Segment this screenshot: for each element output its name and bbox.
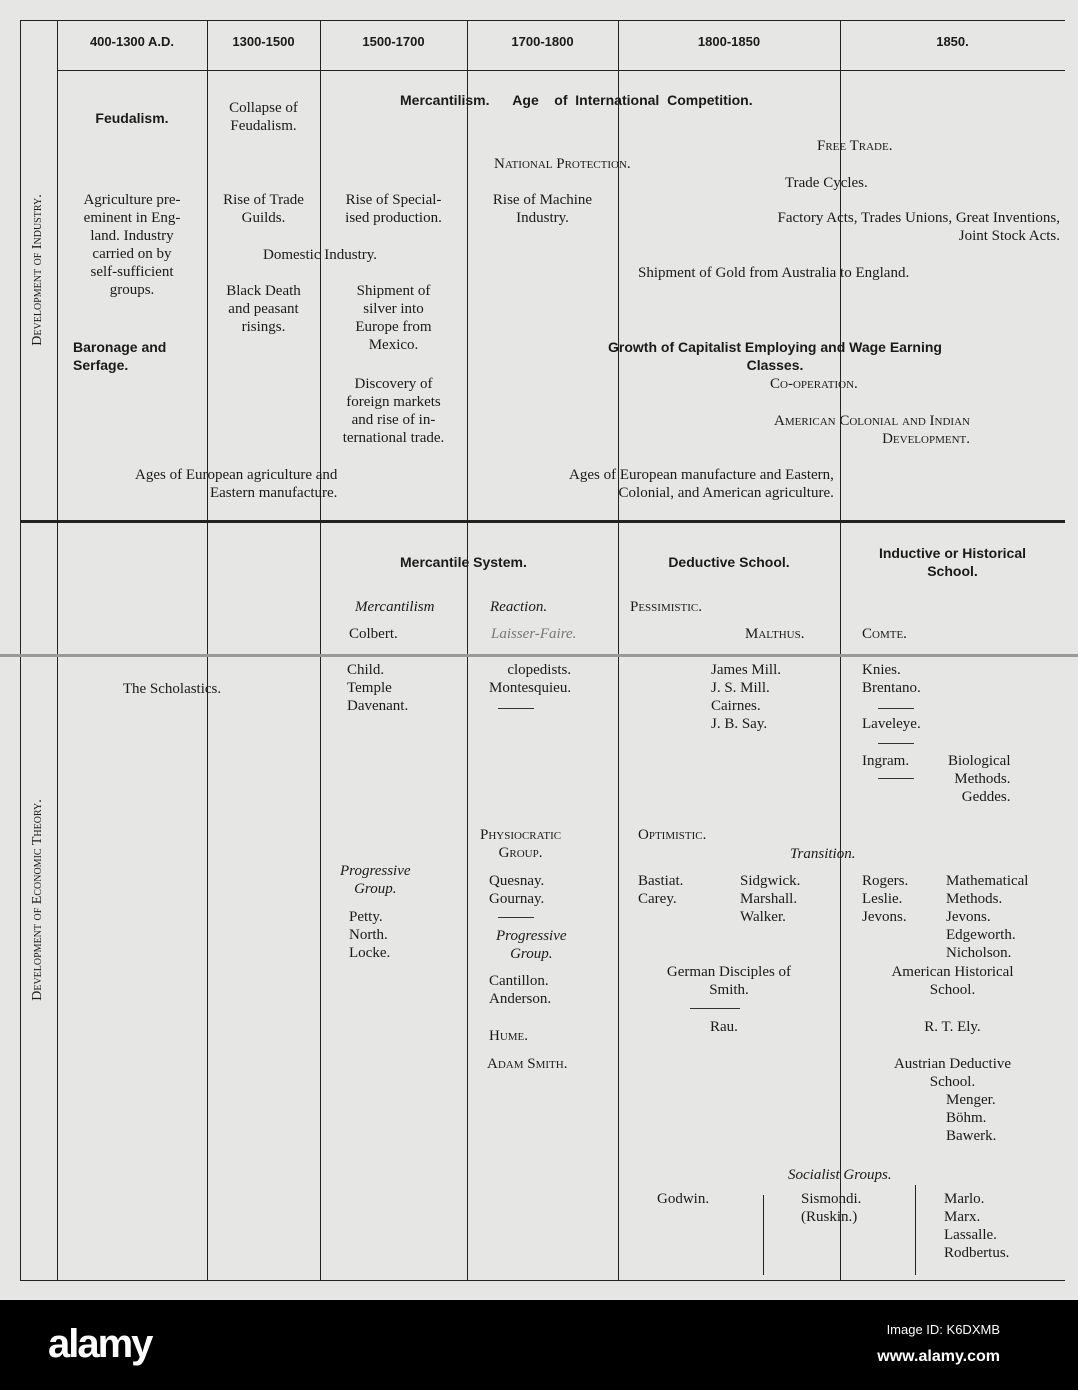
cell-text: Deductive School. <box>668 554 790 570</box>
cell-text: Black Death and peasant risings. <box>226 283 301 335</box>
cell-text: James Mill. J. S. Mill. Cairnes. J. B. Say. <box>711 662 781 732</box>
cell-text: Child. Temple Davenant. <box>347 662 409 714</box>
header-period: 1850. <box>936 34 969 49</box>
border-left <box>20 20 21 1280</box>
cell-text: Shipment of silver into Europe from Mexico. <box>355 283 432 353</box>
separator-dash <box>878 708 914 709</box>
cell-text: Factory Acts, Trades Unions, Great Inventions, Joint Stock Acts. <box>777 210 1060 244</box>
cell-text: Rise of Special- ised production. <box>345 192 442 226</box>
cell-text: Co-operation. <box>770 376 858 392</box>
header-period: 1800-1850 <box>697 34 761 49</box>
cell-text: Laisser-Faire. <box>491 626 577 642</box>
cell-text: Socialist Groups. <box>788 1167 892 1183</box>
border-top <box>20 20 1065 21</box>
cell-text: Mercantilism <box>355 599 435 615</box>
cell-text: American Historical School. <box>891 964 1014 998</box>
cell-text: Ages of European manufacture and Eastern, Colonial, and American agriculture. <box>569 467 834 501</box>
footer-url: www.alamy.com <box>877 1348 1000 1365</box>
cell-text: Growth of Capitalist Employing and Wage Earning Classes. <box>608 339 942 373</box>
column-divider <box>618 20 619 1280</box>
cell-text: Mercantilism. Age of International Competition. <box>400 92 753 108</box>
header-divider <box>57 70 1065 71</box>
side-label-industry: Development of Industry. <box>30 194 45 346</box>
cell-text: Ages of European agriculture and Eastern manufacture. <box>135 467 338 501</box>
cell-text: Free Trade. <box>817 138 893 154</box>
cell-text: Optimistic. <box>638 827 707 843</box>
cell-text: Progressive Group. <box>496 928 567 962</box>
cell-text: Petty. North. Locke. <box>349 909 391 961</box>
cell-text: Knies. Brentano. <box>862 662 921 696</box>
cell-text: Bastiat. Carey. <box>638 873 684 907</box>
cell-text: Malthus. <box>745 626 805 642</box>
cell-text: German Disciples of Smith. <box>666 964 792 998</box>
alamy-logo: alamy <box>48 1322 152 1366</box>
cell-text: Rise of Trade Guilds. <box>223 192 304 226</box>
watermark-footer <box>0 1300 1078 1390</box>
cell-text: Mercantile System. <box>400 554 527 570</box>
cell-text: Laveleye. <box>862 716 921 732</box>
separator-dash <box>878 778 914 779</box>
cell-text: Menger. Böhm. Bawerk. <box>946 1092 997 1144</box>
cell-text: Physiocratic Group. <box>480 827 562 861</box>
separator-dash <box>878 743 914 744</box>
separator-dash <box>498 708 534 709</box>
cell-text: American Colonial and Indian Development. <box>774 413 970 447</box>
cell-text: Pessimistic. <box>630 599 702 615</box>
cell-text: Comte. <box>862 626 907 642</box>
cell-text: Rise of Machine Industry. <box>492 192 593 226</box>
socialist-divider <box>763 1195 764 1275</box>
cell-text: Transition. <box>790 846 856 862</box>
section-divider <box>20 520 1065 523</box>
cell-text: Inductive or Historical School. <box>878 545 1027 579</box>
fold-line <box>0 654 1078 657</box>
cell-text: R. T. Ely. <box>924 1019 981 1035</box>
cell-text: Biological Methods. Geddes. <box>948 753 1011 805</box>
side-label-theory: Development of Economic Theory. <box>30 799 45 1001</box>
cell-text: Godwin. <box>657 1191 710 1207</box>
cell-text: Quesnay. Gournay. <box>489 873 545 907</box>
cell-text: Marlo. Marx. Lassalle. Rodbertus. <box>944 1191 1010 1261</box>
cell-text: Rogers. Leslie. Jevons. <box>862 873 909 925</box>
header-period: 1300-1500 <box>232 34 295 49</box>
cell-text: Progressive Group. <box>340 863 411 897</box>
cell-text: clopedists. Montesquieu. <box>489 662 572 696</box>
cell-text: Sidgwick. Marshall. Walker. <box>740 873 801 925</box>
header-period: 1500-1700 <box>362 34 425 49</box>
cell-text: Feudalism. <box>95 110 169 126</box>
cell-text: Ingram. <box>862 753 910 769</box>
header-period: 1700-1800 <box>511 34 574 49</box>
cell-text: Collapse of Feudalism. <box>229 100 298 134</box>
cell-text: Adam Smith. <box>487 1056 568 1072</box>
image-id: Image ID: K6DXMB <box>886 1322 1000 1337</box>
cell-text: Austrian Deductive School. <box>893 1056 1012 1090</box>
cell-text: Shipment of Gold from Australia to England. <box>638 265 910 281</box>
border-bottom <box>20 1280 1065 1281</box>
separator-dash <box>498 917 534 918</box>
cell-text: Agriculture pre- eminent in Eng- land. Industry carried on by self-sufficient groups. <box>83 192 181 298</box>
cell-text: Trade Cycles. <box>785 175 868 191</box>
header-period: 400-1300 A.D. <box>89 34 175 49</box>
cell-text: Cantillon. Anderson. <box>489 973 552 1007</box>
cell-text: Baronage and Serfage. <box>73 339 167 373</box>
cell-text: Colbert. <box>349 626 398 642</box>
cell-text: National Protection. <box>494 156 631 172</box>
socialist-divider <box>915 1185 916 1275</box>
cell-text: Reaction. <box>490 599 548 615</box>
cell-text: Mathematical Methods. Jevons. Edgeworth. Nicholson. <box>946 873 1029 961</box>
cell-text: Discovery of foreign markets and rise of in- ternational trade. <box>342 376 445 446</box>
cell-text: Domestic Industry. <box>263 247 378 263</box>
separator-dash <box>690 1008 740 1009</box>
cell-text: Rau. <box>710 1019 738 1035</box>
cell-text: Sismondi. (Ruskin.) <box>801 1191 862 1225</box>
cell-text: Hume. <box>489 1028 529 1044</box>
cell-text: The Scholastics. <box>122 681 222 697</box>
